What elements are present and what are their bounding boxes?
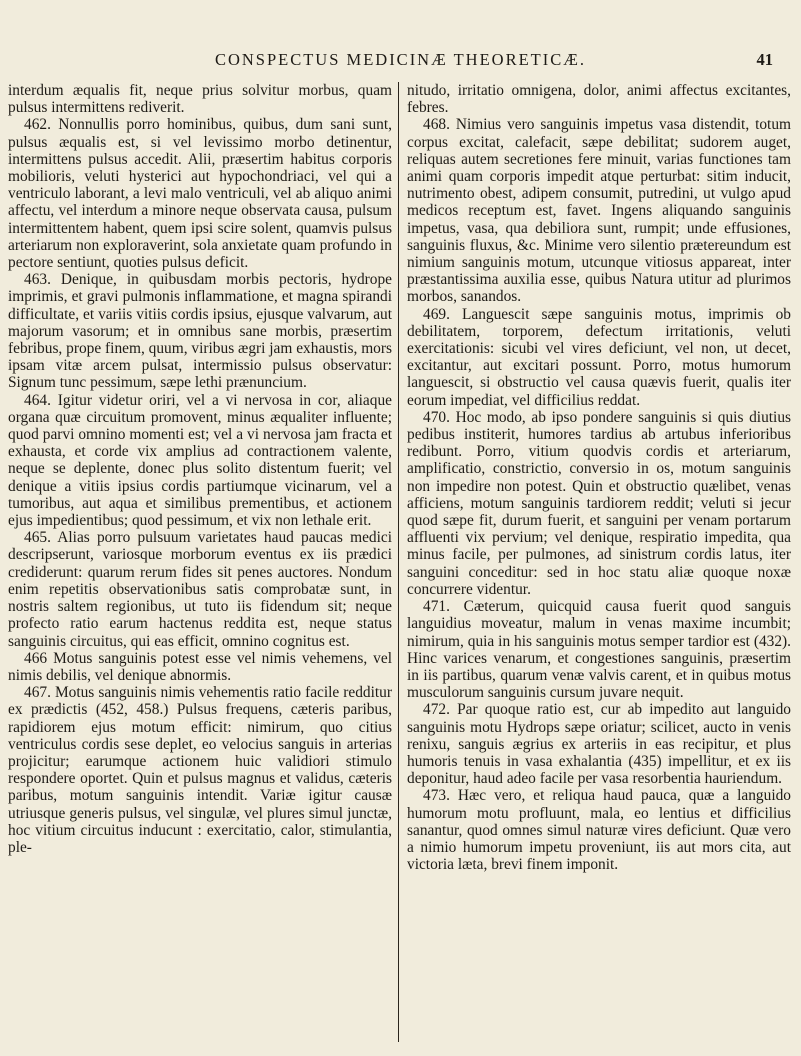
paragraph: 464. Igitur videtur oriri, vel a vi nervosa in cor, aliaque organa quæ circuitum promovent, minus æqualiter influente; quod parvi omnino momenti est; vel a vi nervosa jam fracta et exhausta, et corde vix amplius ad contractionem valente, neque se deplente, donec plus solito distentum fuerit; vel denique a vitiis ipsius cordis partiumque vicinarum, vel a tumoribus, aut aqua et similibus prementibus, et actionem ejus impedientibus; quod pessimum, et vix non lethale erit. [8, 391, 392, 530]
paragraph: 469. Languescit sæpe sanguinis motus, imprimis ob debilitatem, torporem, defectum irritationis, veluti exercitationis: sicubi vel vires deficiunt, vel non, ut decet, excitantur, aut excitari possunt. Porro, motus humorum languescit, si obstructio vel causa quævis fuerit, qualis iter eorum impediat, vel difficilius reddat. [407, 305, 791, 409]
paragraph: nitudo, irritatio omnigena, dolor, animi affectus excitantes, febres. [407, 82, 791, 117]
paragraph: 471. Cæterum, quicquid causa fuerit quod sanguis languidius moveatur, malum in venas maxime incumbit; nimirum, quia in his sanguinis motus semper tardior est (432). Hinc varices venarum, et congestiones sanguinis, præsertim in iis partibus, quarum venæ valvis carent, et in quibus motus musculorum sanguinis cursum juvare nequit. [407, 598, 791, 702]
paragraph: 466 Motus sanguinis potest esse vel nimis vehemens, vel nimis debilis, vel denique abnormis. [8, 649, 392, 684]
paragraph: 468. Nimius vero sanguinis impetus vasa distendit, totum corpus excitat, calefacit, sæpe debilitat; sudorem auget, reliquas autem secretiones fere minuit, varias functiones tam animi quam corporis impedit atque perturbat: sitim inducit, nutrimento obest, adipem consumit, putredini, ut vulgo apud medicos receptum est, favet. Ingens aliquando sanguinis impetus, vasa, qua debiliora sunt, rumpit; unde effusiones, sanguinis fluxus, &c. Minime vero silentio prætereundum est nimium sanguinis motum, utcunque vitiosus appareat, inter præstantissima auxilia esse, quibus Natura utitur ad plurimos morbos, sanandos. [407, 116, 791, 306]
paragraph: 472. Par quoque ratio est, cur ab impedito aut languido sanguinis motu Hydrops sæpe oriatur; scilicet, aucto in venis renixu, sanguis ægrius ex arteriis in eas recipitur, et plus humoris tenuis in vasa exhalantia (435) impellitur, et ex iis deponitur, haud adeo facile per vasa resorbentia hauriendum. [407, 701, 791, 788]
column-divider [398, 82, 399, 1042]
paragraph: 465. Alias porro pulsuum varietates haud paucas medici descripserunt, variosque morborum eventus ex iis prædici crediderunt: quarum rerum fides sit penes auctores. Nondum enim repetitis observationibus satis comprobatæ sunt, in nostris saltem regionibus, ut tuto iis fidendum sit; neque profecto ratio earum hactenus reddita est, neque status sanguinis circuitus, qui eas efficit, omnino cognitus est. [8, 529, 392, 650]
running-title: CONSPECTUS MEDICINÆ THEORETICÆ. [214, 50, 587, 69]
paragraph: interdum æqualis fit, neque prius solvitur morbus, quam pulsus intermittens rediverit. [8, 82, 392, 117]
paragraph: 467. Motus sanguinis nimis vehementis ratio facile redditur ex prædictis (452, 458.) Pulsus frequens, cæteris paribus, rapidiorem ejus motum efficit: nimirum, quo citius ventriculus cordis sese deplet, eo velocius sanguis in arterias projicitur; earumque actionem huic validiori stimulo respondere oportet. Quin et pulsus magnus et validus, cæteris paribus, motum sanguinis intendit. Variæ igitur causæ utriusque generis pulsus, vel singulæ, vel plures simul junctæ, hoc vitium circuitus inducunt : exercitatio, calor, stimulantia, ple- [8, 684, 392, 856]
paragraph: 473. Hæc vero, et reliqua haud pauca, quæ a languido humorum motu profluunt, mala, eo lentius et difficilius sanantur, quod omnes simul naturæ vires deficiunt. Quæ vero a nimio humorum impetu proveniunt, iis aut mors cita, aut victoria læta, brevi finem imponit. [407, 787, 791, 874]
page-header [0, 50, 801, 74]
paragraph: 462. Nonnullis porro hominibus, quibus, dum sani sunt, pulsus æqualis est, si vel levissimo morbo detinentur, intermittens pulsus accedit. Alii, præsertim habitus corporis mobilioris, veluti hysterici aut hypochondriaci, vel qui a ventriculo laborant, a levi malo ventriculi, vel ab aliquo animi affectu, vel interdum a minore neque observata causa, pulsum intermittentem habent, quem ipsi scire solent, quamvis pulsus arteriarum non exploraverint, sola anxietate quam profundo in pectore sentiunt, quoties pulsus deficit. [8, 116, 392, 272]
paragraph: 470. Hoc modo, ab ipso pondere sanguinis si quis diutius pedibus institerit, humores tardius ab artubus inferioribus redibunt. Porro, vitium quodvis cordis et arteriarum, amplificatio, constrictio, conversio in os, motum sanguinis non impedire non potest. Quin et obstructio quælibet, venas afficiens, motum sanguinis tardiorem reddit; veluti si jecur quod sæpe fit, durum fuerit, et sanguini per venam portarum affluenti vix pervium; vel denique, respiratio impedita, qua minus facile, per pulmones, ad sinistrum cordis latus, iter sanguini conceditur: sed in hoc statu aliæ quoque noxæ concurrere videntur. [407, 408, 791, 598]
page-number: 41 [756, 50, 773, 69]
left-column [8, 82, 392, 1042]
right-column [407, 82, 791, 1042]
paragraph: 463. Denique, in quibusdam morbis pectoris, hydrope imprimis, et gravi pulmonis inflammatione, et magna spirandi difficultate, et variis vitiis cordis ipsius, ejusque valvarum, aut majorum vasorum; et in omnibus sane morbis, præsertim febribus, prope finem, quum, viribus ægri jam exhaustis, mors ipsam vitæ arcem pulsat, intermissio pulsus observatur: Signum tunc pessimum, sæpe lethi prænuncium. [8, 271, 392, 392]
